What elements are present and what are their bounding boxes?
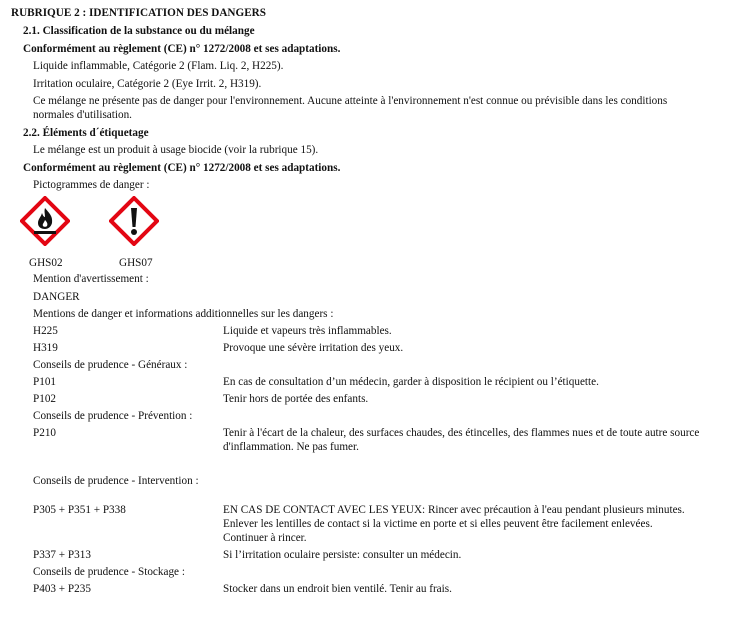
biocide-note: Le mélange est un produit à usage biocide (voir la rubrique 15).: [33, 144, 319, 156]
section-2-2-heading: 2.2. Éléments d´étiquetage: [23, 127, 149, 139]
precaution-text: Si l’irritation oculaire persiste: consulter un médecin.: [223, 549, 462, 561]
hazard-code: H225: [33, 325, 58, 337]
precaution-text: Tenir à l'écart de la chaleur, des surfaces chaudes, des étincelles, des flammes nues et de toute autre source d'inflammation. Ne pas fumer.: [223, 427, 700, 453]
section-2-1-heading: 2.1. Classification de la substance ou du mélange: [23, 25, 255, 37]
pictograms-label: Pictogrammes de danger :: [33, 179, 150, 191]
environment-note: normales d'utilisation.: [33, 109, 132, 121]
exclamation-icon: [109, 196, 159, 246]
storage-label: Conseils de prudence - Stockage :: [33, 566, 185, 578]
regulation-line: Conformément au règlement (CE) n° 1272/2008 et ses adaptations.: [23, 43, 341, 55]
classification-line: Irritation oculaire, Catégorie 2 (Eye Irrit. 2, H319).: [33, 78, 262, 90]
precaution-text: Tenir hors de portée des enfants.: [223, 393, 369, 405]
intervention-label: Conseils de prudence - Intervention :: [33, 475, 199, 487]
precaution-code: P305 + P351 + P338: [33, 504, 126, 516]
hazard-statements-label: Mentions de danger et informations additionnelles sur les dangers :: [33, 308, 334, 320]
pictogram-code: GHS02: [29, 257, 63, 269]
precaution-text: En cas de consultation d’un médecin, garder à disposition le récipient ou l’étiquette.: [223, 376, 599, 388]
precaution-code: P102: [33, 393, 57, 405]
signal-word-label: Mention d'avertissement :: [33, 273, 149, 285]
signal-word: DANGER: [33, 291, 80, 303]
precaution-code: P210: [33, 427, 57, 439]
classification-line: Liquide inflammable, Catégorie 2 (Flam. Liq. 2, H225).: [33, 60, 284, 72]
hazard-code: H319: [33, 342, 58, 354]
precaution-text: EN CAS DE CONTACT AVEC LES YEUX: Rincer avec précaution à l'eau pendant plusieurs minutes. Enlever les lentilles de contact si la victime en porte et si elles peuvent être facilement enlevées. Continuer à rincer.: [223, 504, 685, 544]
general-precautions-label: Conseils de prudence - Généraux :: [33, 359, 188, 371]
hazard-text: Provoque une sévère irritation des yeux.: [223, 342, 404, 354]
environment-note: Ce mélange ne présente pas de danger pour l'environnement. Aucune atteinte à l'environnement n'est connue ou prévisible dans les conditions: [33, 95, 668, 107]
hazard-text: Liquide et vapeurs très inflammables.: [223, 325, 392, 337]
regulation-line: Conformément au règlement (CE) n° 1272/2008 et ses adaptations.: [23, 162, 341, 174]
prevention-label: Conseils de prudence - Prévention :: [33, 410, 193, 422]
flame-icon: [20, 196, 70, 246]
precaution-code: P337 + P313: [33, 549, 91, 561]
precaution-code: P101: [33, 376, 57, 388]
precaution-text: Stocker dans un endroit bien ventilé. Tenir au frais.: [223, 583, 452, 595]
pictogram-code: GHS07: [119, 257, 153, 269]
precaution-code: P403 + P235: [33, 583, 91, 595]
page-title: RUBRIQUE 2 : IDENTIFICATION DES DANGERS: [11, 7, 266, 19]
